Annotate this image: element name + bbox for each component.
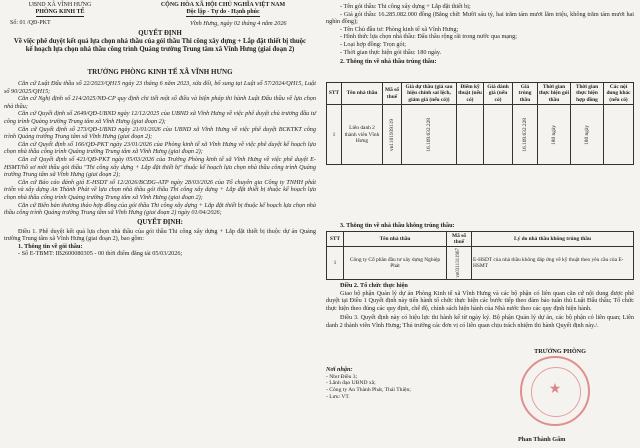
cell2-stt: 1 bbox=[327, 247, 344, 280]
winner-table-wrap bbox=[326, 82, 634, 165]
issuer-line1: UBND XÃ VĨNH HƯNG bbox=[28, 2, 92, 8]
basis-item: Căn cứ Nghị định số 214/2025/NĐ-CP quy định chi tiết một số điều và biện pháp thi hành Luật Đấu thầu về lựa chọn nhà thầu; bbox=[4, 95, 316, 110]
package-info-item: - Tên gói thầu: Thi công xây dựng + Lắp đặt thiết bị; bbox=[340, 3, 471, 10]
th2-name: Tên nhà thầu bbox=[344, 231, 447, 247]
th-eval: Giá đánh giá (nếu có) bbox=[484, 83, 513, 105]
th2-reason: Lý do nhà thầu không trúng thầu bbox=[472, 231, 634, 247]
th-tax: Mã số thuế bbox=[383, 83, 402, 105]
package-info-item: - Giá gói thầu: 16.285.082.000 đồng (Bằng chữ: Mười sáu tỷ, hai trăm tám mươi lăm triệu, không trăm tám mươi hai nghìn đồng); bbox=[326, 10, 634, 26]
section-1-title: 1. Thông tin về gói thầu: bbox=[18, 242, 83, 250]
cell-time-contract bbox=[571, 105, 604, 165]
package-info-item: - Hình thức lựa chọn nhà thầu: Đấu thầu rộng rãi trong nước qua mạng; bbox=[340, 33, 517, 41]
cell-bid-text: 16.109.632.228 bbox=[425, 117, 432, 152]
bullet-tbmt: - Số E-TBMT: IB2600080305 - 00 thời điểm đăng tải 05/03/2026; bbox=[18, 250, 183, 258]
winner-table bbox=[326, 82, 634, 165]
recipients-title: Nơi nhận: bbox=[326, 366, 353, 373]
winner-table-row bbox=[327, 105, 634, 165]
document-title bbox=[0, 30, 320, 54]
basis-item: Căn cứ Quyết định số 421/QĐ-PKT ngày 05/03/2026 của Trưởng Phòng kinh tế xã Vĩnh Hưng về việc phê duyệt E-HSMT/hồ sơ mời thầu gói thầu "Thi công xây dựng + Lắp đặt thiết bị" thuộc kế hoạch lựa chọn nhà thầu công trình Quảng trường Trung tâm xã Vĩnh Hưng (giai đoạn 2); bbox=[4, 155, 316, 179]
issuer-line2: PHÒNG KINH TẾ bbox=[35, 9, 85, 15]
national-motto: Độc lập - Tự do - Hạnh phúc bbox=[186, 9, 260, 15]
cell-award bbox=[513, 105, 538, 165]
official-stamp bbox=[520, 356, 590, 426]
cell-tax bbox=[383, 105, 402, 165]
title-line2: Về việc phê duyệt kết quả lựa chọn nhà thầu của gói thầu Thi công xây dựng + Lắp đặt thiết bị thuộc kế hoạch lựa chọn nhà thầu công trình Quảng trường Trung tâm xã Vĩnh Hưng (giai đoạn 2) bbox=[13, 38, 307, 53]
package-info bbox=[326, 3, 634, 66]
th-score: Điểm kỹ thuật (nếu có) bbox=[458, 84, 482, 103]
cell-eval bbox=[484, 105, 513, 165]
cell-time-pkg bbox=[538, 105, 571, 165]
recipient-item: - Công ty An Thành Phát, Thái Thiện; bbox=[326, 387, 411, 394]
national-header bbox=[126, 2, 320, 17]
cell-time-contract-text: 180 ngày bbox=[583, 124, 590, 145]
cell-stt: 1 bbox=[327, 105, 342, 165]
cell-score bbox=[457, 105, 484, 165]
national-title: CỘNG HÒA XÃ HỘI CHỦ NGHĨA VIỆT NAM bbox=[160, 2, 286, 8]
document-date: Vĩnh Hưng, ngày 02 tháng 4 năm 2026 bbox=[190, 20, 287, 27]
recipient-item: - Như Điều 3; bbox=[326, 373, 358, 380]
section-3-title: 3. Thông tin về nhà thầu không trúng thầu: bbox=[340, 222, 455, 229]
package-info-item: - Tên Chủ đầu tư: Phòng kinh tế xã Vĩnh Hưng; bbox=[340, 25, 459, 33]
package-info-item: - Loại hợp đồng: Trọn gói; bbox=[340, 40, 407, 48]
recipients bbox=[326, 366, 486, 401]
section-2-title: 2. Thông tin về nhà thầu trúng thầu: bbox=[340, 58, 437, 66]
th-name: Tên nhà thầu bbox=[342, 83, 383, 105]
signer-name: Phan Thành Gấm bbox=[518, 436, 566, 443]
left-body bbox=[4, 80, 316, 258]
document-number: Số: 01 /QĐ-PKT bbox=[10, 20, 51, 26]
basis-item: Căn cứ Quyết định số 2649/QĐ-UBND ngày 12/12/2025 của UBND xã Vĩnh Hưng về việc phê duyệt chủ trương đầu tư công trình Quảng trường Trung tâm xã Vĩnh Hưng (giai đoạn 2); bbox=[4, 110, 316, 125]
loser-table bbox=[326, 231, 634, 280]
th-time-contract: Thời gian thực hiện hợp đồng bbox=[571, 83, 604, 105]
cell-name: Liên danh 2 thành viên Vĩnh Hưng bbox=[342, 105, 383, 165]
package-info-item: - Thời gian thực hiện gói thầu: 180 ngày. bbox=[340, 48, 442, 56]
cell2-reason: E-HSDT của nhà thầu không đáp ứng về kỹ thuật theo yêu cầu của E-HSMT bbox=[472, 247, 634, 280]
basis-item: Căn cứ Luật Đấu thầu số 22/2023/QH15 ngày 23 tháng 6 năm 2023, sửa đổi, bổ sung tại Luật số 57/2024/QH15, Luật số 90/2025/QH15; bbox=[4, 80, 316, 95]
cell-award-text: 16.109.632.228 bbox=[521, 117, 528, 152]
th-bid: Giá dự thầu (giá sau hiệu chỉnh sai lệch, giảm giá (nếu có)) bbox=[402, 83, 457, 105]
basis-item: Căn cứ Quyết định số 166/QĐ-PKT ngày 23/01/2026 của Phòng kinh tế xã Vĩnh Hưng về việc phê duyệt kế hoạch lựa chọn nhà thầu công trình Quảng trường Trung tâm xã Vĩnh Hưng (giai đoạn 2); bbox=[4, 140, 316, 156]
loser-section bbox=[326, 222, 634, 330]
th2-tax: Mã số thuế bbox=[447, 231, 472, 247]
signer-role: TRƯỞNG PHÒNG bbox=[534, 348, 586, 355]
loser-table-row bbox=[327, 247, 634, 280]
recipient-item: - Lãnh đạo UBND xã; bbox=[326, 380, 376, 387]
stamp-star-icon: ★ bbox=[548, 382, 562, 397]
issuer-header bbox=[0, 2, 120, 17]
cell2-name: Công ty Cổ phần đầu tư xây dựng Nghiệp Phát bbox=[344, 247, 447, 280]
th-time-pkg: Thời gian thực hiện gói thầu bbox=[539, 84, 569, 103]
article-1: Điều 1. Phê duyệt kết quả lựa chọn nhà thầu của gói thầu Thi công xây dựng + Lắp đặt thiết bị thuộc dự án Quảng trường Trung tâm xã Vĩnh Hưng (giai đoạn 2), bao gồm: bbox=[4, 227, 316, 243]
th2-stt: STT bbox=[327, 231, 344, 247]
decide-heading: QUYẾT ĐỊNH: bbox=[137, 218, 183, 226]
cell-bid bbox=[402, 105, 457, 165]
cell-other bbox=[604, 105, 634, 165]
cell-time-pkg-text: 180 ngày bbox=[550, 124, 557, 145]
cell2-tax bbox=[447, 247, 472, 280]
authority-line: TRƯỞNG PHÒNG KINH TẾ XÃ VĨNH HƯNG bbox=[87, 68, 233, 76]
right-column bbox=[320, 0, 640, 448]
basis-item: Căn cứ Biên bản thương thảo hợp đồng của gói thầu Thi công xây dựng + Lắp đặt thiết bị thuộc kế hoạch lựa chọn nhà thầu công trình Quảng trường Trung tâm xã Vĩnh Hưng (giai đoạn 2) ngày 01/04/2026; bbox=[4, 201, 316, 217]
th-award: Giá trúng thầu bbox=[513, 83, 538, 105]
recipient-item: - Lưu: VT. bbox=[326, 393, 350, 400]
article-2-body: Giao bộ phận Quản lý dự án Phòng Kinh tế xã Vĩnh Hưng và các bộ phận có liên quan căn cứ nội dung được phê duyệt tại Điều 1 Quyết định này tiến hành tổ chức thực hiện các bước tiếp theo đảm bảo tuân thủ Luật Đấu thầu; Tổ chức thực hiện theo đúng các quy định, chế độ, chính sách hiện hành của Nhà nước theo các quy định hiện hành. bbox=[326, 289, 634, 312]
th-stt: STT bbox=[327, 83, 342, 105]
article-3-body: Điều 3. Quyết định này có hiệu lực thi hành kể từ ngày ký. Bộ phận Quản lý dự án, các bộ phận có liên quan; Liên danh 2 thành viên Vĩnh Hưng; Thủ trưởng các đơn vị có liên quan chịu trách nhiệm thi hành Quyết định này./. bbox=[326, 314, 634, 330]
th-other: Các nội dung khác (nếu có) bbox=[604, 83, 634, 105]
loser-table-header bbox=[327, 231, 634, 247]
cell-tax-text: vn1101939119 bbox=[388, 118, 395, 151]
basis-item: Căn cứ Báo cáo đánh giá E-HSDT số 12/2026/BCĐG-ATP ngày 28/03/2026 của Tổ chuyên gia Công ty TNHH phát triển và xây dựng An Thành Phát về lựa chọn nhà thầu gói thầu Thi công xây dựng + Lắp đặt thiết bị thuộc kế hoạch lựa chọn nhà thầu công trình Quảng trường Trung tâm xã Vĩnh Hưng (giai đoạn 2); bbox=[4, 178, 316, 201]
winner-table-header bbox=[327, 83, 634, 105]
title-line1: QUYẾT ĐỊNH bbox=[138, 30, 182, 37]
article-2-title: Điều 2. Tổ chức thực hiện bbox=[340, 282, 408, 290]
basis-item: Căn cứ Quyết định số 273/QĐ-UBND ngày 21/01/2026 của UBND xã Vĩnh Hưng về việc phê duyệt BCKTKT công trình Quảng trường Trung tâm xã Vĩnh Hưng (giai đoạn 2); bbox=[4, 125, 316, 141]
cell2-tax-text: vn0311311967 bbox=[455, 248, 461, 279]
